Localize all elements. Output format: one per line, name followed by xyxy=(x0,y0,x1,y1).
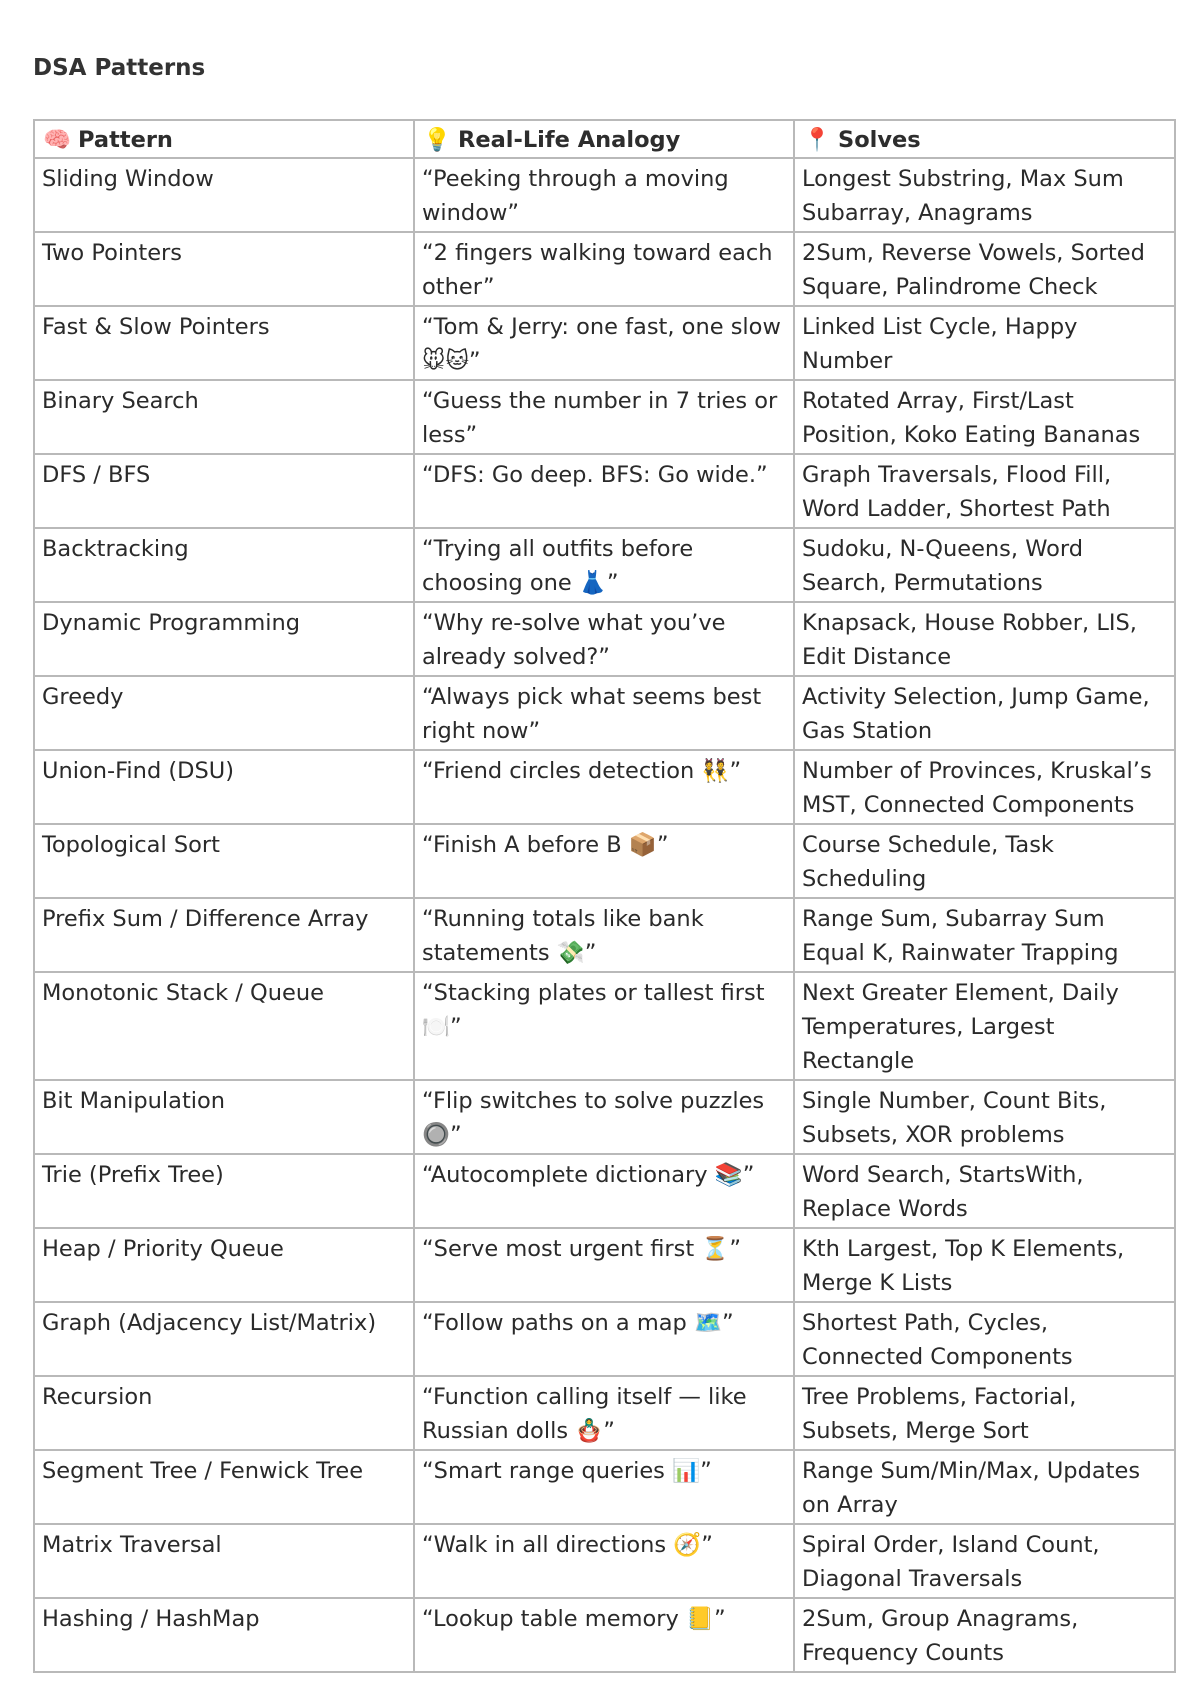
pushpin-icon: 📍 xyxy=(802,127,831,153)
header-analogy-label: Real-Life Analogy xyxy=(458,127,681,153)
pattern-cell: Binary Search xyxy=(34,380,414,454)
table-row xyxy=(34,158,1175,232)
table-row xyxy=(34,750,1175,824)
pattern-cell: Segment Tree / Fenwick Tree xyxy=(34,1450,414,1524)
analogy-cell: “2 fingers walking toward each other” xyxy=(414,232,794,306)
pattern-cell: Matrix Traversal xyxy=(34,1524,414,1598)
pattern-cell: Heap / Priority Queue xyxy=(34,1228,414,1302)
header-solves-label: Solves xyxy=(838,127,921,153)
pattern-cell: Topological Sort xyxy=(34,824,414,898)
table-row xyxy=(34,306,1175,380)
table-row xyxy=(34,1376,1175,1450)
table-row xyxy=(34,1228,1175,1302)
table-row xyxy=(34,602,1175,676)
pattern-cell: Hashing / HashMap xyxy=(34,1598,414,1672)
pattern-cell: Greedy xyxy=(34,676,414,750)
solves-cell: 2Sum, Group Anagrams, Frequency Counts xyxy=(794,1598,1175,1672)
pattern-cell: Prefix Sum / Difference Array xyxy=(34,898,414,972)
page-title: DSA Patterns xyxy=(33,55,206,81)
header-row xyxy=(34,120,1175,158)
analogy-cell: “Running totals like bank statements 💸” xyxy=(414,898,794,972)
table-row xyxy=(34,1080,1175,1154)
analogy-cell: “Function calling itself — like Russian dolls 🪆” xyxy=(414,1376,794,1450)
analogy-cell: “Friend circles detection 👯” xyxy=(414,750,794,824)
table-row xyxy=(34,1302,1175,1376)
table-row xyxy=(34,454,1175,528)
solves-cell: Kth Largest, Top K Elements, Merge K Lists xyxy=(794,1228,1175,1302)
analogy-cell: “Peeking through a moving window” xyxy=(414,158,794,232)
analogy-cell: “Follow paths on a map 🗺️” xyxy=(414,1302,794,1376)
table-row xyxy=(34,972,1175,1080)
pattern-cell: Fast & Slow Pointers xyxy=(34,306,414,380)
header-solves xyxy=(794,120,1175,158)
analogy-cell: “Serve most urgent first ⏳” xyxy=(414,1228,794,1302)
analogy-cell: “Finish A before B 📦” xyxy=(414,824,794,898)
solves-cell: Knapsack, House Robber, LIS, Edit Distance xyxy=(794,602,1175,676)
header-analogy xyxy=(414,120,794,158)
analogy-cell: “Walk in all directions 🧭” xyxy=(414,1524,794,1598)
table-header xyxy=(34,120,1175,158)
solves-cell: Word Search, StartsWith, Replace Words xyxy=(794,1154,1175,1228)
analogy-cell: “Always pick what seems best right now” xyxy=(414,676,794,750)
analogy-cell: “Why re-solve what you’ve already solved?” xyxy=(414,602,794,676)
pattern-cell: Backtracking xyxy=(34,528,414,602)
solves-cell: Shortest Path, Cycles, Connected Components xyxy=(794,1302,1175,1376)
table-body xyxy=(34,158,1175,1672)
header-pattern-label: Pattern xyxy=(78,127,173,153)
analogy-cell: “DFS: Go deep. BFS: Go wide.” xyxy=(414,454,794,528)
analogy-cell: “Tom & Jerry: one fast, one slow 🐭🐱” xyxy=(414,306,794,380)
solves-cell: Next Greater Element, Daily Temperatures, Largest Rectangle xyxy=(794,972,1175,1080)
pattern-cell: DFS / BFS xyxy=(34,454,414,528)
table-row xyxy=(34,1450,1175,1524)
pattern-cell: Union-Find (DSU) xyxy=(34,750,414,824)
table-row xyxy=(34,1524,1175,1598)
solves-cell: Linked List Cycle, Happy Number xyxy=(794,306,1175,380)
table-row xyxy=(34,1154,1175,1228)
analogy-cell: “Trying all outfits before choosing one 👗” xyxy=(414,528,794,602)
solves-cell: Number of Provinces, Kruskal’s MST, Connected Components xyxy=(794,750,1175,824)
solves-cell: Range Sum, Subarray Sum Equal K, Rainwater Trapping xyxy=(794,898,1175,972)
pattern-cell: Graph (Adjacency List/Matrix) xyxy=(34,1302,414,1376)
table-row xyxy=(34,824,1175,898)
pattern-cell: Trie (Prefix Tree) xyxy=(34,1154,414,1228)
analogy-cell: “Smart range queries 📊” xyxy=(414,1450,794,1524)
table-row xyxy=(34,898,1175,972)
solves-cell: 2Sum, Reverse Vowels, Sorted Square, Palindrome Check xyxy=(794,232,1175,306)
analogy-cell: “Lookup table memory 📒” xyxy=(414,1598,794,1672)
solves-cell: Activity Selection, Jump Game, Gas Station xyxy=(794,676,1175,750)
pattern-cell: Dynamic Programming xyxy=(34,602,414,676)
solves-cell: Single Number, Count Bits, Subsets, XOR problems xyxy=(794,1080,1175,1154)
header-pattern xyxy=(34,120,414,158)
analogy-cell: “Flip switches to solve puzzles 🔘” xyxy=(414,1080,794,1154)
solves-cell: Sudoku, N-Queens, Word Search, Permutations xyxy=(794,528,1175,602)
solves-cell: Tree Problems, Factorial, Subsets, Merge Sort xyxy=(794,1376,1175,1450)
solves-cell: Course Schedule, Task Scheduling xyxy=(794,824,1175,898)
solves-cell: Range Sum/Min/Max, Updates on Array xyxy=(794,1450,1175,1524)
table-row xyxy=(34,232,1175,306)
solves-cell: Rotated Array, First/Last Position, Koko Eating Bananas xyxy=(794,380,1175,454)
table-row xyxy=(34,676,1175,750)
lightbulb-icon: 💡 xyxy=(422,127,451,153)
analogy-cell: “Guess the number in 7 tries or less” xyxy=(414,380,794,454)
analogy-cell: “Autocomplete dictionary 📚” xyxy=(414,1154,794,1228)
solves-cell: Graph Traversals, Flood Fill, Word Ladder, Shortest Path xyxy=(794,454,1175,528)
pattern-cell: Monotonic Stack / Queue xyxy=(34,972,414,1080)
pattern-cell: Recursion xyxy=(34,1376,414,1450)
pattern-cell: Sliding Window xyxy=(34,158,414,232)
solves-cell: Longest Substring, Max Sum Subarray, Anagrams xyxy=(794,158,1175,232)
patterns-table xyxy=(33,119,1176,1673)
pattern-cell: Bit Manipulation xyxy=(34,1080,414,1154)
table-row xyxy=(34,1598,1175,1672)
table-row xyxy=(34,528,1175,602)
solves-cell: Spiral Order, Island Count, Diagonal Traversals xyxy=(794,1524,1175,1598)
analogy-cell: “Stacking plates or tallest first 🍽️” xyxy=(414,972,794,1080)
pattern-cell: Two Pointers xyxy=(34,232,414,306)
table-row xyxy=(34,380,1175,454)
brain-icon: 🧠 xyxy=(42,127,71,153)
